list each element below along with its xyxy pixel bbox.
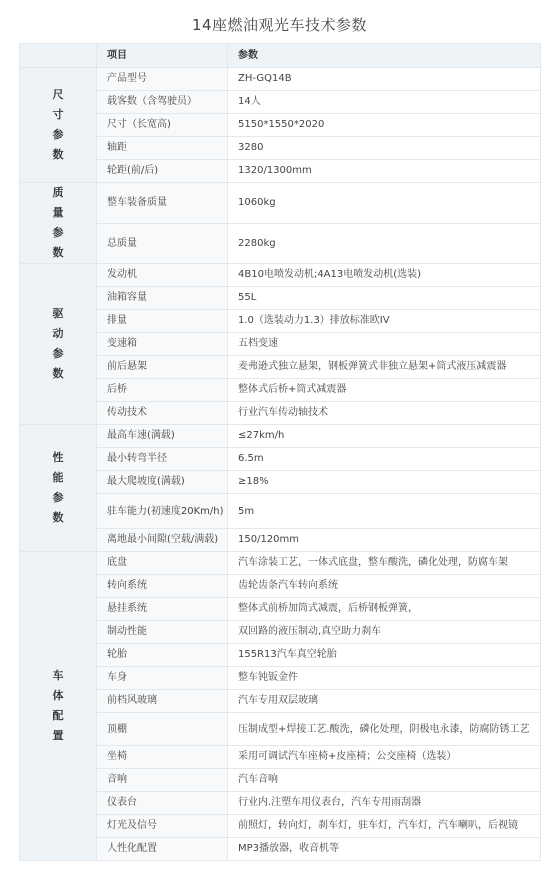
section-label-char: 动 — [52, 327, 64, 340]
value-cell: 五档变速 — [228, 333, 541, 356]
table-row — [20, 91, 541, 114]
table-row — [20, 356, 541, 379]
section-label-char: 数 — [52, 148, 64, 161]
item-cell: 制动性能 — [97, 621, 228, 644]
section-label-char: 尺 — [52, 88, 64, 101]
value-cell: 155R13汽车真空轮胎 — [228, 644, 541, 667]
item-cell: 车身 — [97, 667, 228, 690]
item-cell: 悬挂系统 — [97, 598, 228, 621]
section-label-char: 参 — [52, 347, 64, 360]
item-cell: 最大爬坡度(满载) — [97, 471, 228, 494]
table-row — [20, 529, 541, 552]
table-row — [20, 425, 541, 448]
value-cell: 汽车涂装工艺，一体式底盘，整车酸洗，磷化处理，防腐车架 — [228, 552, 541, 575]
item-cell: 离地最小间隙(空载/满载) — [97, 529, 228, 552]
value-cell: 汽车专用双层玻璃 — [228, 690, 541, 713]
table-row — [20, 287, 541, 310]
header-blank-cell — [20, 44, 97, 68]
value-cell: 1.0（选装动力1.3）排放标准欧IV — [228, 310, 541, 333]
table-row — [20, 494, 541, 529]
section-label-char: 置 — [52, 729, 64, 742]
value-cell: ≤27km/h — [228, 425, 541, 448]
value-cell: 采用可调试汽车座椅+皮座椅；公交座椅（选装） — [228, 746, 541, 769]
table-row — [20, 223, 541, 264]
value-cell: 行业内.注塑车用仪表台，汽车专用雨刮器 — [228, 792, 541, 815]
section-label — [20, 425, 97, 552]
item-cell: 整车装备质量 — [97, 183, 228, 224]
value-cell: 2280kg — [228, 223, 541, 264]
value-cell: ZH-GQ14B — [228, 68, 541, 91]
table-row — [20, 667, 541, 690]
table-row — [20, 621, 541, 644]
table-row — [20, 746, 541, 769]
section-label-char: 能 — [52, 471, 64, 484]
value-cell: 6.5m — [228, 448, 541, 471]
value-cell: 整体式前桥加筒式减震，后桥钢板弹簧， — [228, 598, 541, 621]
section-label-char: 参 — [52, 491, 64, 504]
table-row — [20, 160, 541, 183]
item-cell: 底盘 — [97, 552, 228, 575]
value-cell: 整车钝钣金件 — [228, 667, 541, 690]
table-row — [20, 838, 541, 861]
value-cell: 压制成型+焊接工艺.酸洗，磷化处理，阴极电永漆，防腐防锈工艺 — [228, 713, 541, 746]
spec-table — [19, 43, 541, 861]
section-label-char: 性 — [52, 451, 64, 464]
value-cell: MP3播放器，收音机等 — [228, 838, 541, 861]
value-cell: 汽车音响 — [228, 769, 541, 792]
section-label-char: 驱 — [52, 307, 64, 320]
header-param: 参数 — [228, 44, 541, 68]
item-cell: 坐椅 — [97, 746, 228, 769]
item-cell: 前后悬架 — [97, 356, 228, 379]
section-label-char: 车 — [52, 669, 64, 682]
table-row — [20, 598, 541, 621]
item-cell: 排量 — [97, 310, 228, 333]
item-cell: 最小转弯半径 — [97, 448, 228, 471]
table-row — [20, 792, 541, 815]
section-label-char: 数 — [52, 246, 64, 259]
section-label-char: 寸 — [52, 108, 64, 121]
table-row — [20, 137, 541, 160]
table-row — [20, 333, 541, 356]
item-cell: 前档风玻璃 — [97, 690, 228, 713]
section-label — [20, 552, 97, 861]
value-cell: 1320/1300mm — [228, 160, 541, 183]
value-cell: 55L — [228, 287, 541, 310]
value-cell: 整体式后桥+筒式减震器 — [228, 379, 541, 402]
table-row — [20, 310, 541, 333]
value-cell: 1060kg — [228, 183, 541, 224]
table-row — [20, 769, 541, 792]
item-cell: 变速箱 — [97, 333, 228, 356]
item-cell: 顶棚 — [97, 713, 228, 746]
value-cell: ≥18% — [228, 471, 541, 494]
item-cell: 尺寸（长宽高) — [97, 114, 228, 137]
item-cell: 转向系统 — [97, 575, 228, 598]
value-cell: 5150*1550*2020 — [228, 114, 541, 137]
header-item: 项目 — [97, 44, 228, 68]
table-row — [20, 402, 541, 425]
table-row — [20, 471, 541, 494]
table-row — [20, 690, 541, 713]
value-cell: 5m — [228, 494, 541, 529]
section-label-char: 数 — [52, 511, 64, 524]
section-label-char: 配 — [52, 709, 64, 722]
section-label-char: 量 — [52, 206, 64, 219]
value-cell: 行业汽车传动轴技术 — [228, 402, 541, 425]
item-cell: 灯光及信号 — [97, 815, 228, 838]
item-cell: 轴距 — [97, 137, 228, 160]
page-title: 14座燃油观光车技术参数 — [191, 16, 368, 34]
table-row — [20, 114, 541, 137]
value-cell: 齿轮齿条汽车转向系统 — [228, 575, 541, 598]
item-cell: 人性化配置 — [97, 838, 228, 861]
item-cell: 发动机 — [97, 264, 228, 287]
value-cell: 4B10电喷发动机;4A13电喷发动机(选装) — [228, 264, 541, 287]
table-row — [20, 552, 541, 575]
section-label — [20, 183, 97, 264]
section-label-char: 参 — [52, 226, 64, 239]
value-cell: 前照灯，转向灯，刹车灯，驻车灯，汽车灯，汽车喇叭，后视镜 — [228, 815, 541, 838]
table-row — [20, 183, 541, 224]
section-label-char: 数 — [52, 367, 64, 380]
item-cell: 轮胎 — [97, 644, 228, 667]
item-cell: 仪表台 — [97, 792, 228, 815]
table-row — [20, 644, 541, 667]
item-cell: 后桥 — [97, 379, 228, 402]
value-cell: 3280 — [228, 137, 541, 160]
table-row — [20, 815, 541, 838]
item-cell: 油箱容量 — [97, 287, 228, 310]
value-cell: 麦弗逊式独立悬架，钢板弹簧式非独立悬架+筒式液压减震器 — [228, 356, 541, 379]
section-label-char: 质 — [52, 186, 64, 199]
value-cell: 双回路的液压制动,真空助力刹车 — [228, 621, 541, 644]
value-cell: 14人 — [228, 91, 541, 114]
section-label — [20, 264, 97, 425]
table-row — [20, 448, 541, 471]
item-cell: 最高车速(满载) — [97, 425, 228, 448]
item-cell: 传动技术 — [97, 402, 228, 425]
item-cell: 载客数（含驾驶员） — [97, 91, 228, 114]
section-label — [20, 68, 97, 183]
table-row — [20, 713, 541, 746]
table-header-row — [20, 44, 541, 68]
item-cell: 产品型号 — [97, 68, 228, 91]
table-row — [20, 379, 541, 402]
item-cell: 音响 — [97, 769, 228, 792]
section-label-char: 体 — [52, 689, 64, 702]
item-cell: 驻车能力(初速度20Km/h) — [97, 494, 228, 529]
value-cell: 150/120mm — [228, 529, 541, 552]
table-row — [20, 68, 541, 91]
table-row — [20, 575, 541, 598]
table-row — [20, 264, 541, 287]
item-cell: 总质量 — [97, 223, 228, 264]
item-cell: 轮距(前/后) — [97, 160, 228, 183]
section-label-char: 参 — [52, 128, 64, 141]
